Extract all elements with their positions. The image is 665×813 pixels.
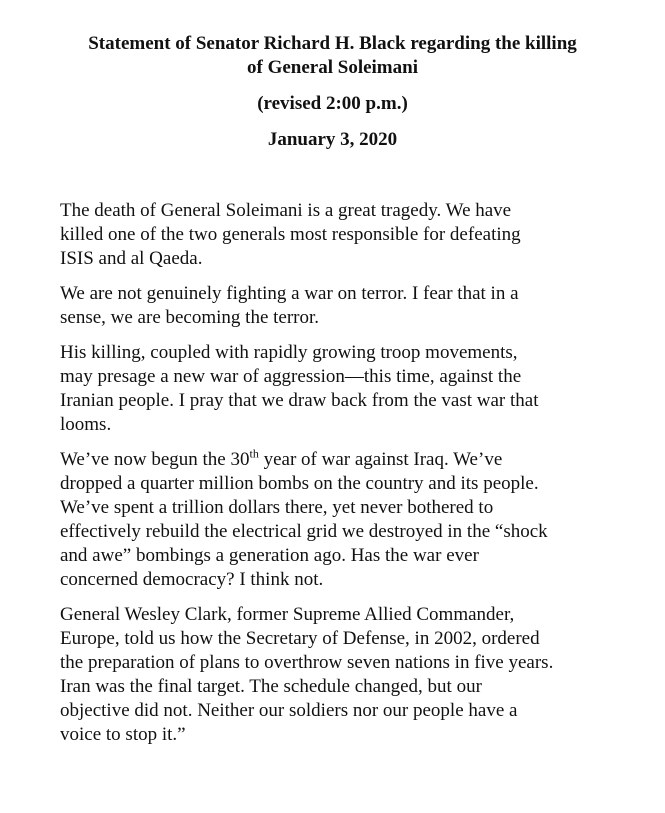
text-line: His killing, coupled with rapidly growing troop movements, bbox=[60, 342, 518, 363]
paragraph bbox=[60, 448, 640, 592]
text-line: Europe, told us how the Secretary of Defense, in 2002, ordered bbox=[60, 628, 540, 649]
text-fragment: We’ve now begun the 30 bbox=[60, 449, 250, 470]
text-line: and awe” bombings a generation ago. Has the war ever bbox=[60, 545, 479, 566]
text-line: voice to stop it.” bbox=[60, 724, 186, 745]
text-line: the preparation of plans to overthrow seven nations in five years. bbox=[60, 652, 554, 673]
text-line: We’ve spent a trillion dollars there, yet never bothered to bbox=[60, 497, 494, 518]
text-line: Iranian people. I pray that we draw back from the vast war that bbox=[60, 390, 539, 411]
ordinal-suffix: th bbox=[249, 446, 259, 461]
text-line: We are not genuinely fighting a war on terror. I fear that in a bbox=[60, 283, 519, 304]
text-line: looms. bbox=[60, 414, 112, 435]
text-line: sense, we are becoming the terror. bbox=[60, 307, 320, 328]
text-line: Iran was the final target. The schedule changed, but our bbox=[60, 676, 482, 697]
paragraph bbox=[60, 341, 640, 437]
document-title bbox=[40, 32, 625, 80]
statement-body bbox=[60, 199, 640, 758]
paragraph bbox=[60, 603, 640, 747]
text-fragment: year of war against Iraq. We’ve bbox=[258, 449, 503, 470]
paragraph bbox=[60, 199, 640, 271]
text-line: The death of General Soleimani is a great tragedy. We have bbox=[60, 200, 512, 221]
text-line: dropped a quarter million bombs on the country and its people. bbox=[60, 473, 539, 494]
text-line: objective did not. Neither our soldiers nor our people have a bbox=[60, 700, 518, 721]
text-line bbox=[60, 448, 640, 472]
paragraph bbox=[60, 282, 640, 330]
text-line: concerned democracy? I think not. bbox=[60, 569, 324, 590]
text-line: ISIS and al Qaeda. bbox=[60, 248, 203, 269]
title-line: of General Soleimani bbox=[247, 57, 418, 78]
title-line: Statement of Senator Richard H. Black regarding the killing bbox=[88, 33, 577, 54]
statement-date: January 3, 2020 bbox=[267, 129, 398, 150]
text-line: killed one of the two generals most responsible for defeating bbox=[60, 224, 521, 245]
text-line: General Wesley Clark, former Supreme Allied Commander, bbox=[60, 604, 515, 625]
revision-note: (revised 2:00 p.m.) bbox=[257, 93, 408, 114]
text-line: may presage a new war of aggression—this time, against the bbox=[60, 366, 522, 387]
text-line: effectively rebuild the electrical grid we destroyed in the “shock bbox=[60, 521, 548, 542]
